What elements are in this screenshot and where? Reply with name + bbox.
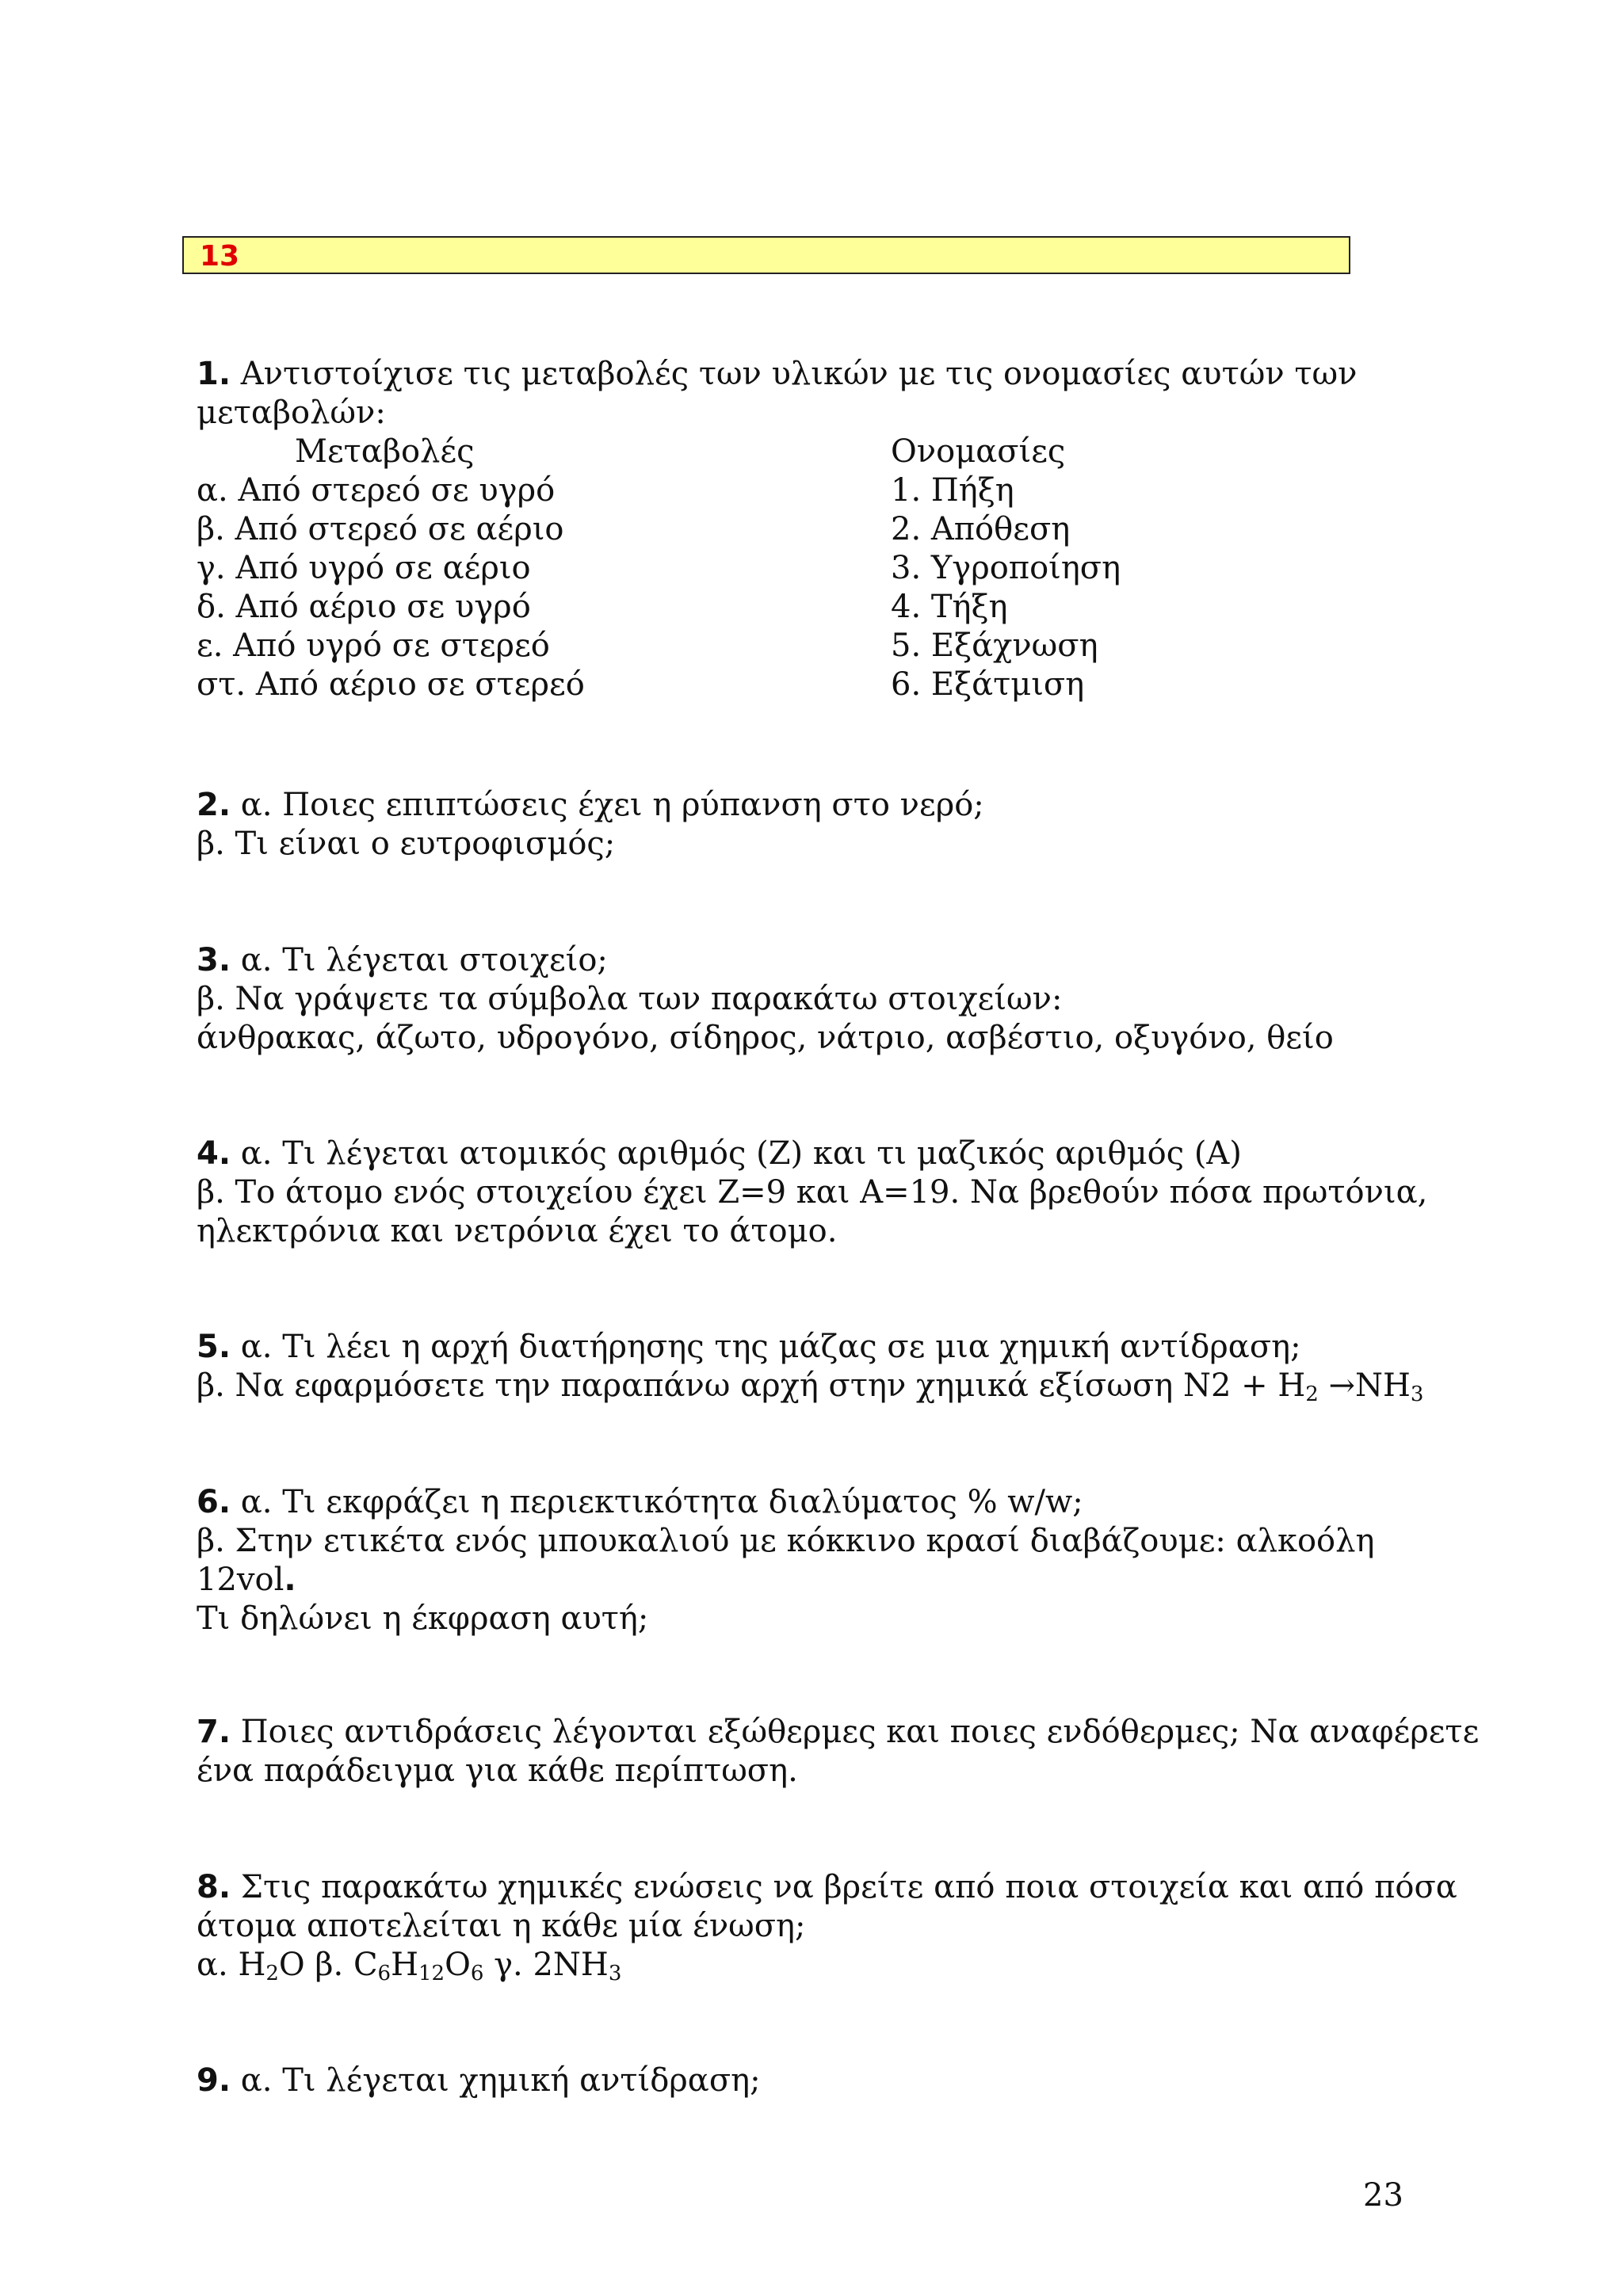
question-number: 2. <box>197 787 231 823</box>
name-item: 6. Εξάτμιση <box>891 666 1085 703</box>
question-text: ένα παράδειγμα για κάθε περίπτωση. <box>197 1753 798 1789</box>
question-6: 6. α. Τι εκφράζει η περιεκτικότητα διαλύματος % w/w; β. Στην ετικέτα ενός μπουκαλιού με κόκκινο κρασί διαβάζουμε: αλκοόλη 12vol. Τι δηλώνει η έκφραση αυτή; <box>197 1483 1433 1638</box>
question-text: 12vol <box>197 1562 285 1598</box>
question-9 <box>197 2061 1433 2100</box>
change-item: β. Από στερεό σε αέριο <box>197 511 564 547</box>
question-text: μεταβολών: <box>197 395 386 431</box>
question-text: Στις παρακάτω χημικές ενώσεις να βρείτε από ποια στοιχεία και από πόσα <box>231 1869 1457 1905</box>
question-text: β. Να γράψετε τα σύμβολα των παρακάτω στοιχείων: <box>197 981 1063 1017</box>
question-text: α. Ποιες επιπτώσεις έχει η ρύπανση στο νερό; <box>231 787 984 823</box>
change-item: γ. Από υγρό σε αέριο <box>197 550 531 586</box>
question-text: Τι δηλώνει η έκφραση αυτή; <box>197 1600 649 1637</box>
question-text: α. Τι λέει η αρχή διατήρησης της μάζας σε μια χημική αντίδραση; <box>231 1329 1301 1365</box>
question-number: 4. <box>197 1135 231 1172</box>
change-item: ε. Από υγρό σε στερεό <box>197 627 550 664</box>
name-item: 1. Πήξη <box>891 472 1014 509</box>
question-number: 7. <box>197 1714 231 1750</box>
question-text: ηλεκτρόνια και νετρόνια έχει το άτομο. <box>197 1213 838 1249</box>
question-text: Αντιστοίχισε τις μεταβολές των υλικών με τις ονομασίες αυτών των <box>231 356 1358 392</box>
question-text: α. Τι λέγεται ατομικός αριθμός (Z) και τι μαζικός αριθμός (A) <box>231 1135 1242 1172</box>
column-header-changes: Μεταβολές <box>295 433 475 470</box>
match-row <box>197 666 1433 704</box>
equation-line: β. Να εφαρμόσετε την παραπάνω αρχή στην χημικά εξίσωση $N2 + H_2 \to NH_3$ <box>197 1367 1424 1406</box>
name-item: 5. Εξάχνωση <box>891 627 1098 664</box>
question-text: β. Στην ετικέτα ενός μπουκαλιού με κόκκινο κρασί διαβάζουμε: αλκοόλη <box>197 1523 1375 1559</box>
match-row <box>197 588 1433 627</box>
section-header-bar <box>182 236 1350 274</box>
question-5 <box>197 1328 1433 1405</box>
question-text: β. Τι είναι ο ευτροφισμός; <box>197 826 616 862</box>
question-8 <box>197 1868 1457 1985</box>
question-text: β. Το άτομο ενός στοιχείου έχει Z=9 και A=19. Να βρεθούν πόσα πρωτόνια, <box>197 1174 1428 1211</box>
question-text: άνθρακας, άζωτο, υδρογόνο, σίδηρος, νάτριο, ασβέστιο, οξυγόνο, θείο <box>197 1020 1334 1056</box>
column-header-names: Ονομασίες <box>891 433 1066 470</box>
formula-line: α. $H_2O$ β. $C_6H_{12}O_6$ γ. $2NH_3$ <box>197 1947 622 1985</box>
question-text: α. Τι εκφράζει η περιεκτικότητα διαλύματος % w/w; <box>231 1484 1083 1520</box>
change-item: α. Από στερεό σε υγρό <box>197 472 556 509</box>
section-number: 13 <box>200 240 240 273</box>
question-3 <box>197 941 1433 1058</box>
name-item: 4. Τήξη <box>891 589 1008 625</box>
question-number: 9. <box>197 2062 231 2099</box>
question-4 <box>197 1135 1433 1251</box>
name-item: 3. Υγροποίηση <box>891 550 1121 586</box>
change-item: δ. Από αέριο σε υγρό <box>197 589 531 625</box>
question-number: 1. <box>197 356 231 392</box>
question-text: Ποιες αντιδράσεις λέγονται εξώθερμες και ποιες ενδόθερμες; Να αναφέρετε <box>231 1714 1480 1750</box>
question-text: α. Τι λέγεται χημική αντίδραση; <box>231 2062 761 2099</box>
question-number: 8. <box>197 1869 231 1905</box>
question-text: άτομα αποτελείται η κάθε μία ένωση; <box>197 1908 806 1944</box>
question-1 <box>197 355 1433 704</box>
match-row <box>197 471 1433 510</box>
match-row <box>197 510 1433 549</box>
question-number: 3. <box>197 942 231 978</box>
question-2 <box>197 786 1433 864</box>
question-text: α. Τι λέγεται στοιχείο; <box>231 942 608 978</box>
name-item: 2. Απόθεση <box>891 511 1071 547</box>
match-row <box>197 549 1433 588</box>
question-number: 5. <box>197 1329 231 1365</box>
match-row <box>197 627 1433 666</box>
question-number: 6. <box>197 1484 231 1520</box>
change-item: στ. Από αέριο σε στερεό <box>197 666 585 703</box>
page-number: 23 <box>1363 2177 1403 2214</box>
question-7 <box>197 1713 1480 1791</box>
